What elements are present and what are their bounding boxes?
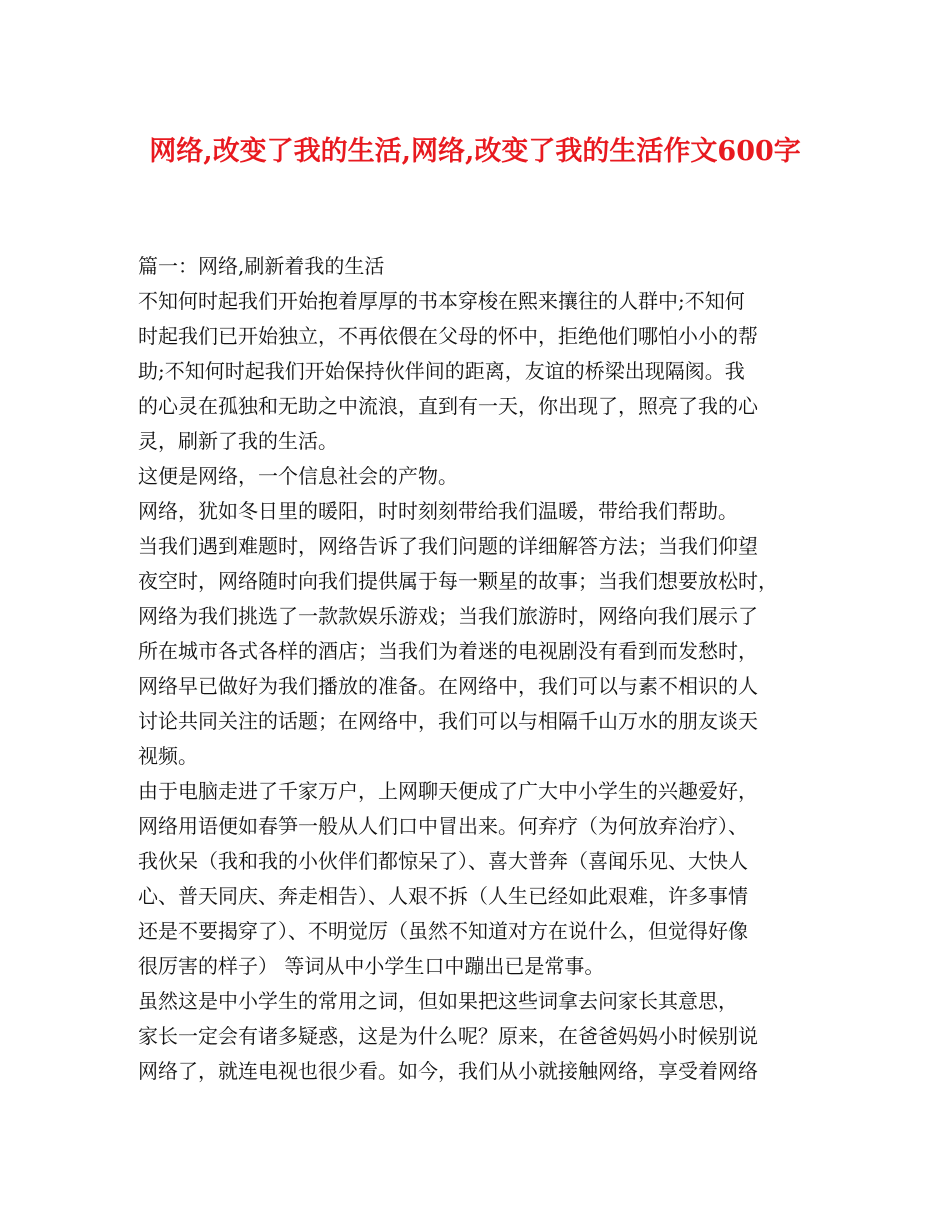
text-line: 我伙呆（我和我的小伙伴们都惊呆了）、喜大普奔（喜闻乐见、大快人 (138, 849, 748, 873)
text-line: 不知何时起我们开始抱着厚厚的书本穿梭在熙来攘往的人群中;不知何 (138, 289, 745, 313)
text-line: 讨论共同关注的话题；在网络中，我们可以与相隔千山万水的朋友谈天 (138, 709, 758, 733)
text-line: 网络用语便如春笋一般从人们口中冒出来。何弃疗（为何放弃治疗）、 (138, 814, 748, 838)
text-line: 助;不知何时起我们开始保持伙伴间的距离，友谊的桥梁出现隔阂。我 (138, 359, 745, 383)
text-line: 所在城市各式各样的酒店；当我们为着迷的电视剧没有看到而发愁时， (138, 639, 758, 663)
text-line: 灵，刷新了我的生活。 (138, 429, 338, 453)
text-line: 很厉害的样子） 等词从中小学生口中蹦出已是常事。 (138, 954, 605, 978)
text-line: 夜空时，网络随时向我们提供属于每一颗星的故事；当我们想要放松时， (138, 569, 778, 593)
text-line: 家长一定会有诸多疑惑，这是为什么呢？原来，在爸爸妈妈小时候别说 (138, 1024, 758, 1048)
text-line: 的心灵在孤独和无助之中流浪，直到有一天，你出现了，照亮了我的心 (138, 394, 758, 418)
text-line: 由于电脑走进了千家万户，上网聊天便成了广大中小学生的兴趣爱好， (138, 779, 758, 803)
text-line: 视频。 (138, 744, 198, 768)
text-line: 虽然这是中小学生的常用之词，但如果把这些词拿去问家长其意思， (138, 989, 738, 1013)
text-line: 网络为我们挑选了一款款娱乐游戏；当我们旅游时，网络向我们展示了 (138, 604, 758, 628)
text-line: 时起我们已开始独立，不再依偎在父母的怀中，拒绝他们哪怕小小的帮 (138, 324, 758, 348)
text-line: 心、普天同庆、奔走相告）、人艰不拆（人生已经如此艰难，许多事情 (138, 884, 748, 908)
text-line: 篇一：网络,刷新着我的生活 (138, 254, 385, 278)
document-title: 网络,改变了我的生活,网络,改变了我的生活作文600字 (149, 136, 801, 167)
text-line: 这便是网络，一个信息社会的产物。 (138, 464, 458, 488)
text-line: 网络了，就连电视也很少看。如今，我们从小就接触网络，享受着网络 (138, 1059, 758, 1083)
text-line: 网络早已做好为我们播放的准备。在网络中，我们可以与素不相识的人 (138, 674, 758, 698)
text-line: 当我们遇到难题时，网络告诉了我们问题的详细解答方法；当我们仰望 (138, 534, 758, 558)
document-body (138, 249, 828, 1089)
text-line: 还是不要揭穿了）、不明觉厉（虽然不知道对方在说什么，但觉得好像 (138, 919, 748, 943)
text-line: 网络，犹如冬日里的暖阳，时时刻刻带给我们温暖，带给我们帮助。 (138, 499, 738, 523)
